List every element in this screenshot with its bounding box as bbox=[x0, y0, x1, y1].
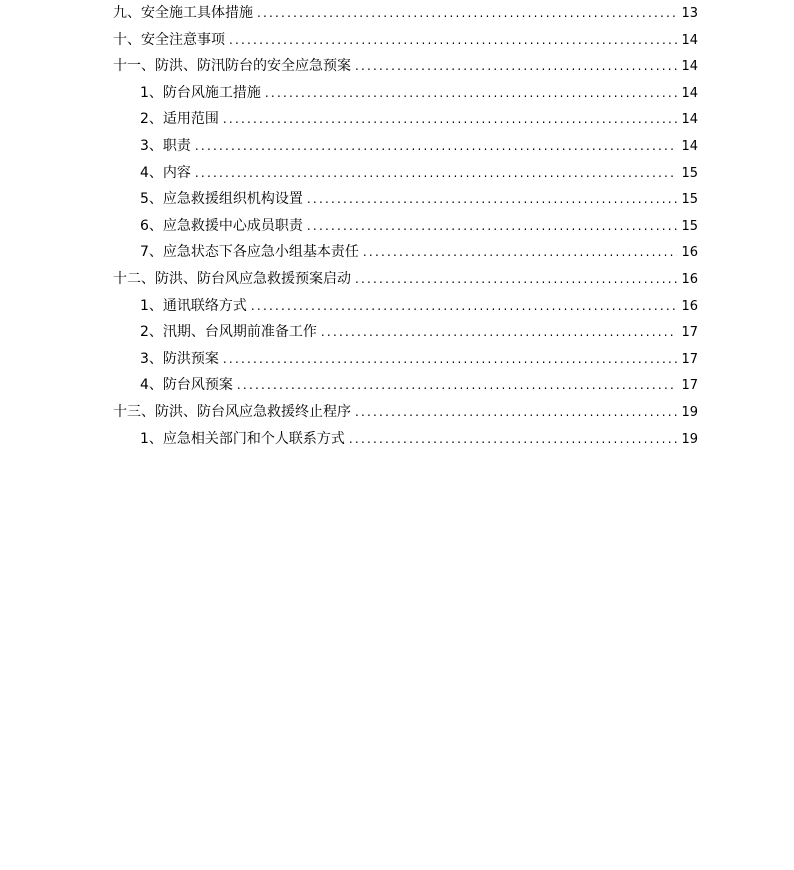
toc-entry-title: 十二、防洪、防台风应急救援预案启动 bbox=[113, 270, 351, 287]
toc-entry-page: 19 bbox=[681, 431, 698, 447]
toc-entry[interactable] bbox=[113, 27, 698, 54]
toc-entry[interactable] bbox=[113, 106, 698, 133]
toc-entry-page: 13 bbox=[681, 6, 698, 21]
toc-entry-page: 14 bbox=[681, 59, 698, 75]
toc-leader-dots bbox=[363, 239, 678, 266]
toc-entry-page: 15 bbox=[681, 192, 698, 208]
toc-entry-title: 3、职责 bbox=[140, 137, 191, 154]
toc-leader-dots bbox=[257, 0, 677, 27]
toc-entry-title: 十、安全注意事项 bbox=[113, 31, 225, 48]
toc-leader-dots bbox=[223, 106, 678, 133]
toc-entry[interactable] bbox=[113, 0, 698, 27]
toc-entry-page: 14 bbox=[681, 32, 698, 48]
toc-entry-page: 16 bbox=[681, 271, 698, 287]
toc-entry[interactable] bbox=[113, 346, 698, 373]
toc-leader-dots bbox=[251, 293, 678, 320]
toc-entry-page: 17 bbox=[681, 351, 698, 367]
toc-entry-page: 14 bbox=[681, 138, 698, 154]
toc-entry[interactable] bbox=[113, 239, 698, 266]
toc-leader-dots bbox=[307, 186, 678, 213]
toc-entry-title: 1、通讯联络方式 bbox=[140, 297, 247, 314]
toc-entry-title: 十三、防洪、防台风应急救援终止程序 bbox=[113, 403, 351, 420]
toc-leader-dots bbox=[321, 319, 678, 346]
toc-entry-page: 14 bbox=[681, 112, 698, 128]
toc-entry[interactable] bbox=[113, 160, 698, 187]
toc-leader-dots bbox=[349, 426, 678, 453]
toc-entry-page: 16 bbox=[681, 245, 698, 261]
toc-entry-title: 十一、防洪、防汛防台的安全应急预案 bbox=[113, 58, 351, 75]
toc-leader-dots bbox=[355, 53, 677, 80]
toc-entry-title: 4、内容 bbox=[140, 164, 191, 181]
toc-entry[interactable] bbox=[113, 213, 698, 240]
toc-entry-page: 16 bbox=[681, 298, 698, 314]
toc-entry-page: 15 bbox=[681, 218, 698, 234]
table-of-contents bbox=[113, 0, 698, 452]
toc-entry-title: 2、汛期、台风期前准备工作 bbox=[140, 324, 317, 341]
toc-leader-dots bbox=[355, 399, 677, 426]
toc-leader-dots bbox=[195, 160, 678, 187]
toc-entry[interactable] bbox=[113, 426, 698, 453]
toc-entry[interactable] bbox=[113, 319, 698, 346]
toc-entry-page: 14 bbox=[681, 85, 698, 101]
toc-entry-title: 6、应急救援中心成员职责 bbox=[140, 217, 303, 234]
toc-entry-title: 1、防台风施工措施 bbox=[140, 84, 261, 101]
toc-entry[interactable] bbox=[113, 186, 698, 213]
toc-leader-dots bbox=[265, 80, 678, 107]
toc-entry[interactable] bbox=[113, 399, 698, 426]
toc-entry-title: 1、应急相关部门和个人联系方式 bbox=[140, 430, 345, 447]
toc-entry-title: 5、应急救援组织机构设置 bbox=[140, 191, 303, 208]
toc-leader-dots bbox=[195, 133, 678, 160]
toc-entry[interactable] bbox=[113, 133, 698, 160]
toc-entry[interactable] bbox=[113, 372, 698, 399]
toc-leader-dots bbox=[237, 372, 678, 399]
toc-entry-title: 九、安全施工具体措施 bbox=[113, 5, 253, 21]
toc-leader-dots bbox=[307, 213, 678, 240]
toc-entry-title: 4、防台风预案 bbox=[140, 377, 233, 394]
toc-entry-title: 2、适用范围 bbox=[140, 111, 219, 128]
toc-leader-dots bbox=[223, 346, 678, 373]
toc-entry[interactable] bbox=[113, 266, 698, 293]
toc-entry-page: 17 bbox=[681, 325, 698, 341]
toc-entry-page: 15 bbox=[681, 165, 698, 181]
toc-entry-page: 17 bbox=[681, 378, 698, 394]
toc-entry[interactable] bbox=[113, 53, 698, 80]
toc-leader-dots bbox=[355, 266, 677, 293]
toc-entry-title: 3、防洪预案 bbox=[140, 350, 219, 367]
toc-entry-title: 7、应急状态下各应急小组基本责任 bbox=[140, 244, 359, 261]
toc-leader-dots bbox=[229, 27, 677, 54]
toc-entry-page: 19 bbox=[681, 404, 698, 420]
toc-entry[interactable] bbox=[113, 293, 698, 320]
toc-entry[interactable] bbox=[113, 80, 698, 107]
